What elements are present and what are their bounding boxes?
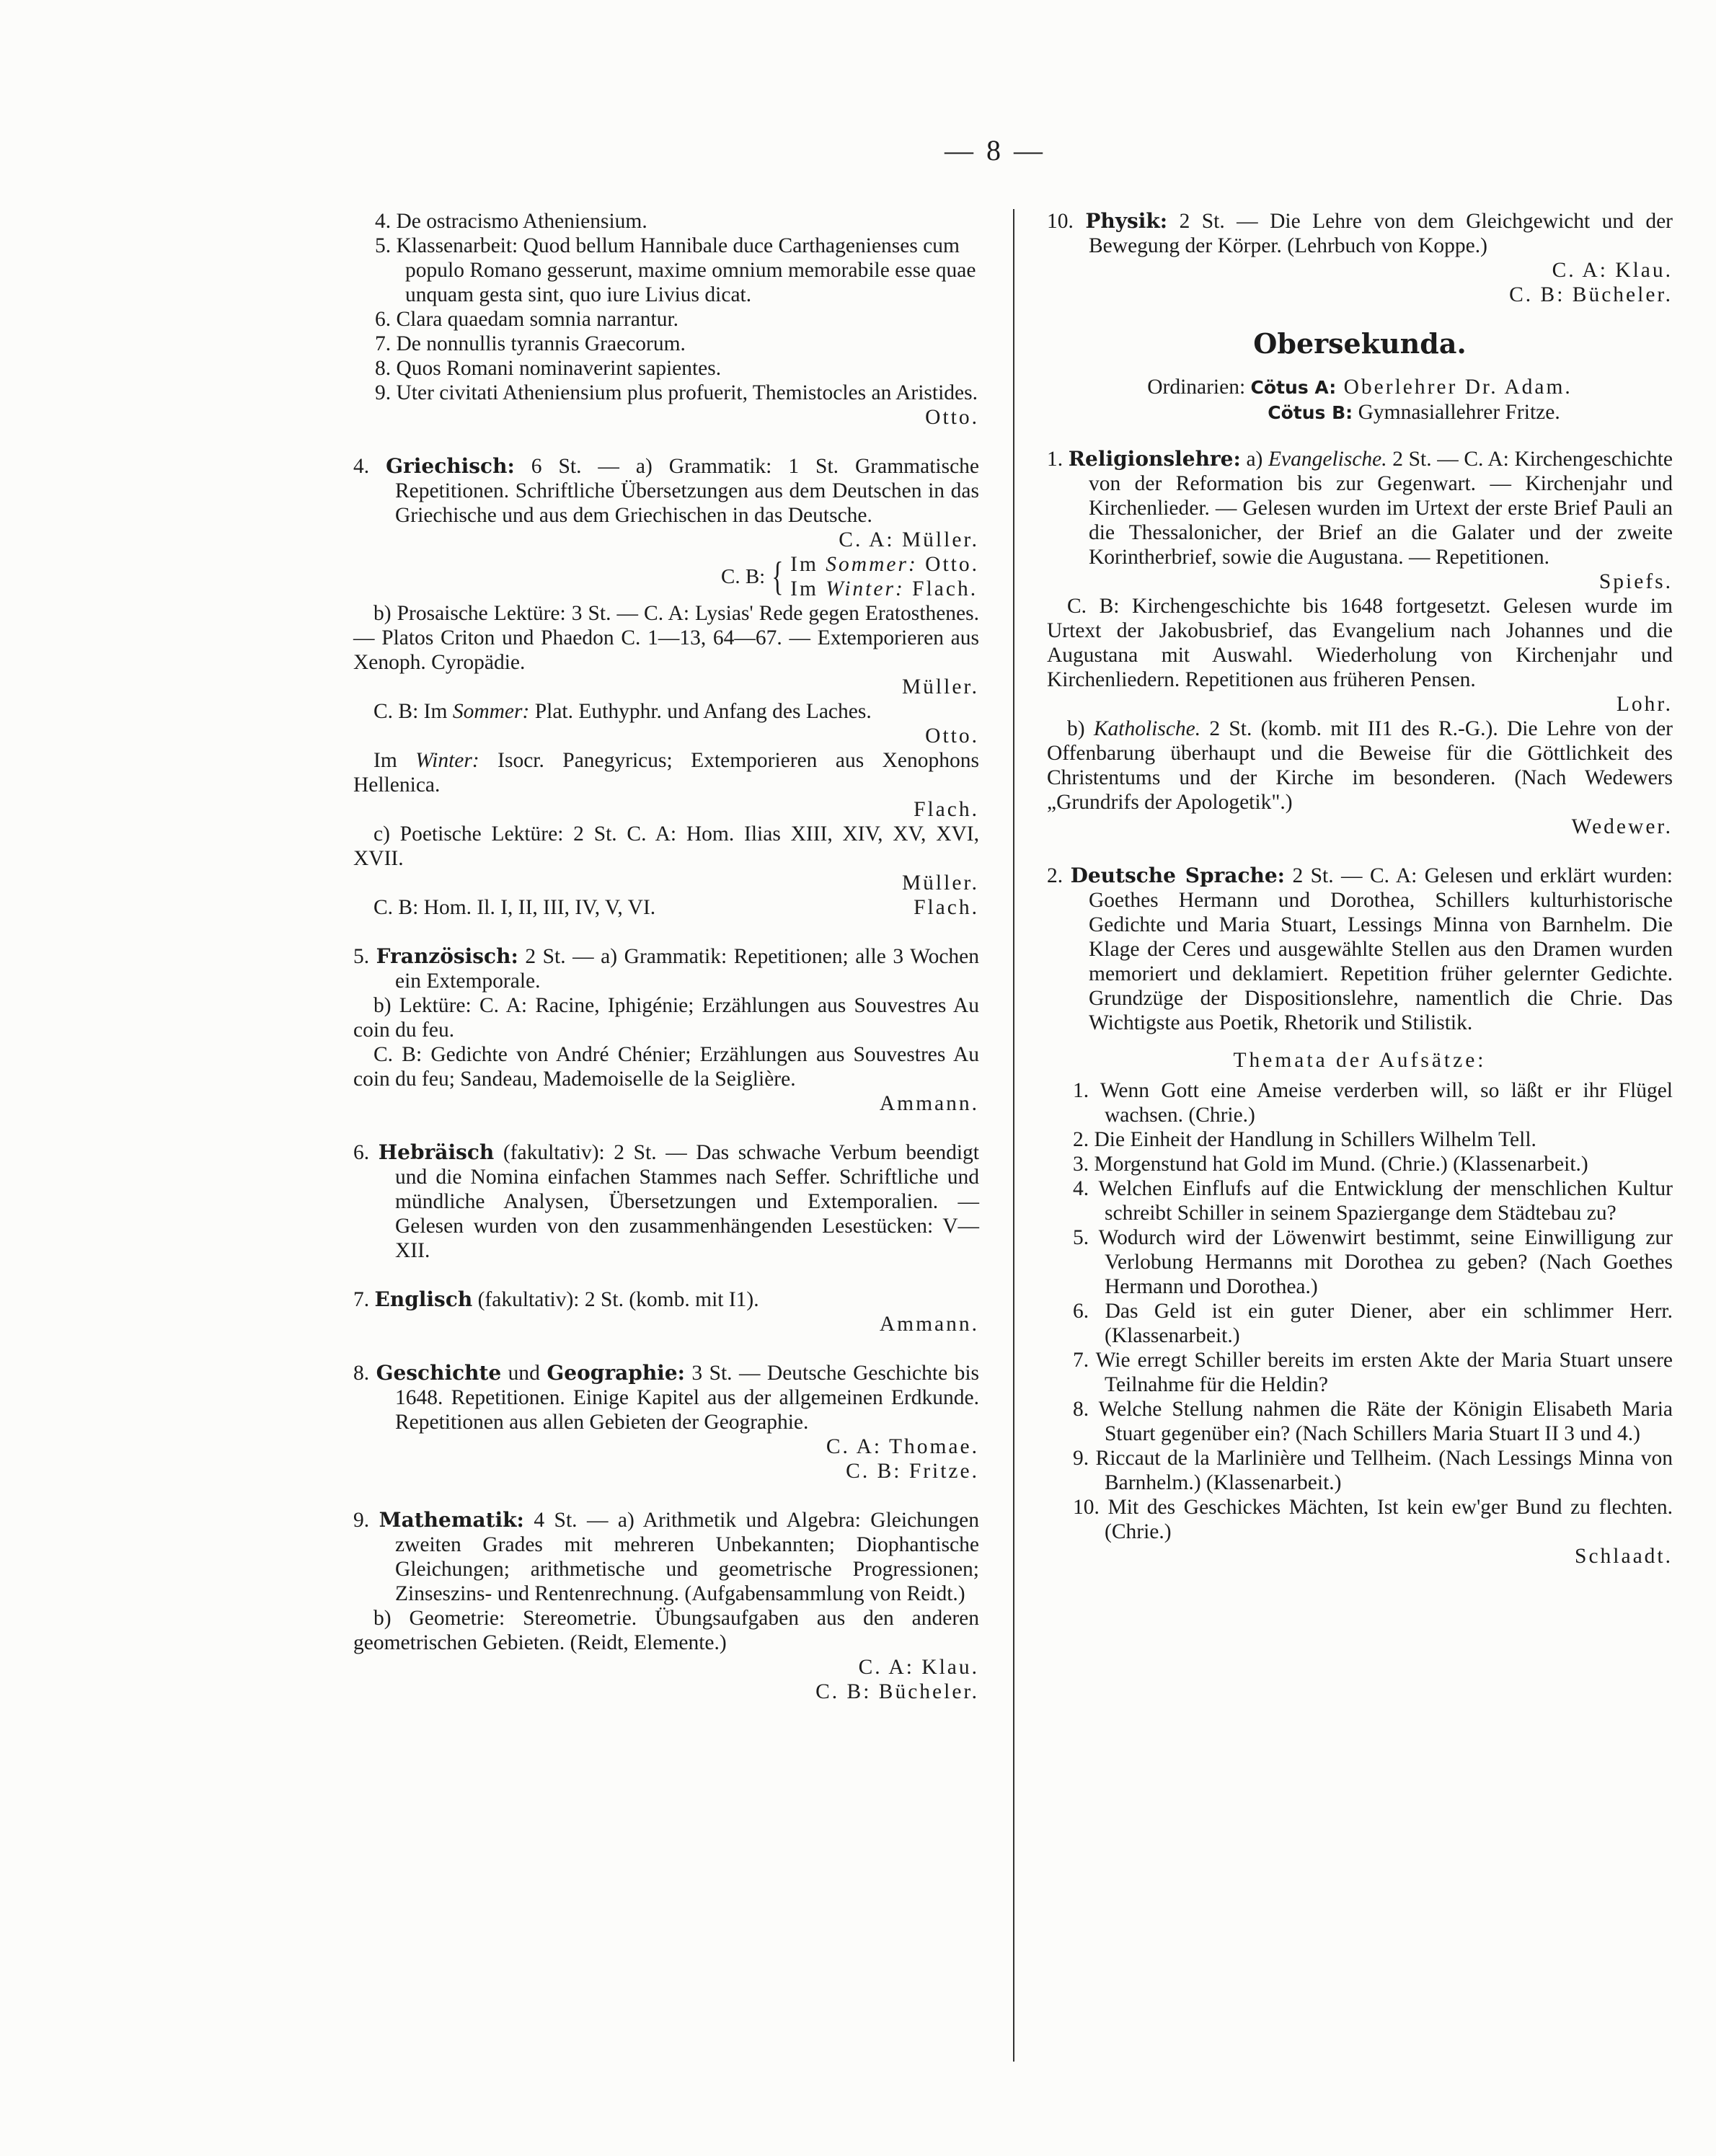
section-heading: Französisch: <box>376 944 518 968</box>
list-item: 8. Welche Stellung nahmen die Räte der Königin Elisabeth Maria Stuart gegenüber ein? (Nach Schillers Maria Stuart II 3 und 4.) <box>1073 1398 1673 1445</box>
section-hebraeisch: 6. Hebräisch (fakultativ): 2 St. — Das schwache Verbum beendigt und die Nomina einfachen Stammes nach Seffer. Schriftliche und mündliche Analysen, Übersetzungen und Extemporalien. — Gelesen wurden von den zusammenhängenden Lesestücken: V—XII. <box>353 1140 979 1262</box>
teacher-signature: Flach. <box>914 896 979 919</box>
section-heading: Mathematik: <box>379 1508 524 1532</box>
teacher-signature: C. B: Bücheler. <box>815 1680 979 1703</box>
teacher-signature: C. A: Klau. <box>1552 259 1673 282</box>
list-item: 10. Mit des Geschickes Mächten, Ist kein ew'ger Bund zu flechten. (Chrie.) <box>1073 1496 1673 1543</box>
class-heading: Obersekunda. <box>1253 327 1467 360</box>
section-mathematik: 9. Mathematik: 4 St. — a) Arithmetik und Algebra: Gleichungen zweiten Grades mit mehreren Unbekannten; Diophantische Gleichungen; arithmetische und geometrische Progressionen; Zinseszins- und Rentenrechnung. (Aufgabensammlung von Reidt.) b) Geometrie: Stereometrie. Übungsaufgaben aus den anderen geometrischen Gebieten. (Reidt, Elemente.) C. A: Klau. C. B: Bücheler. <box>353 1508 979 1703</box>
teacher-signature: C. B: Fritze. <box>846 1460 979 1483</box>
column-rule <box>1013 209 1014 2062</box>
section-griechisch: 4. Griechisch: 6 St. — a) Grammatik: 1 St. Grammatische Repetitionen. Schriftliche Übersetzungen aus dem Deutschen in das Griechische und aus dem Griechischen in das Deutsche. C. A: Müller. C. B: { Im Sommer: Otto. Im Winter: Flach. b) Prosaische Lektüre: 3 St. — C. A: Lysias' Rede gegen Eratosthenes. — Platos Criton und Phaedon C. 1—13, 64—67. — Extemporieren aus Xenoph. Cyropädie. Müller. C. B: Im Sommer: Plat. Euthyphr. und Anfang des Laches. Otto. Im Winter: Isocr. Panegyricus; Extemporieren aus Xenophons Hellenica. Flach. c) Poetische Lektüre: 2 St. C. A: Hom. Ilias XIII, XIV, XV, XVI, XVII. Müller. C. B: Hom. Il. I, II, III, IV, V, VI. Flach. <box>353 454 980 919</box>
list-item: 2. Die Einheit der Handlung in Schillers Wilhelm Tell. <box>1073 1128 1536 1151</box>
teacher-signature: Otto. <box>925 406 979 429</box>
ordinarien: Ordinarien: Cötus A: Oberlehrer Dr. Adam. Cötus B: Gymnasiallehrer Fritze. <box>1147 376 1573 424</box>
right-column <box>1047 209 1673 1569</box>
list-item: 5. Wodurch wird der Löwenwirt bestimmt, seine Einwilligung zur Verlobung Hermanns mit Dorothea zu geben? (Nach Goethes Hermann und Dorothea.) <box>1073 1226 1673 1298</box>
left-column <box>353 209 979 1729</box>
teacher-signature: C. B: Bücheler. <box>1509 283 1673 306</box>
teacher-signature: C. A: Müller. <box>839 528 979 551</box>
teacher-signature: Ammann. <box>879 1313 979 1336</box>
teacher-signature: C. A: Klau. <box>858 1656 979 1679</box>
list-item: 9. Riccaut de la Marlinière und Tellheim. (Nach Lessings Minna von Barnhelm.) (Klassenarbeit.) <box>1073 1447 1673 1494</box>
section-heading: Deutsche Sprache: <box>1070 864 1285 887</box>
list-item: 4. Welchen Einflufs auf die Entwicklung der menschlichen Kultur schreibt Schiller in seinem Spaziergange dem Städtebau zu? <box>1073 1177 1673 1225</box>
section-heading: Geschichte <box>376 1361 502 1385</box>
teacher-signature: Lohr. <box>1616 693 1673 716</box>
list-item: 9. Uter civitati Atheniensium plus profuerit, Themistocles an Aristides. <box>375 381 978 404</box>
list-item: 3. Morgenstund hat Gold im Mund. (Chrie.) (Klassenarbeit.) <box>1073 1153 1588 1176</box>
section-heading: Englisch <box>374 1287 473 1311</box>
section-deutsche-sprache: 2. Deutsche Sprache: 2 St. — C. A: Gelesen und erklärt wurden: Goethes Hermann und Dorothea, Schillers kulturhistorische Gedichte und Maria Stuart, Lessings Minna von Barnhelm. Die Klage der Ceres und ausgewählte Stellen aus den Dramen wurden memoriert und deklamiert. Repetition früher gelernter Gedichte. Grundzüge der Dispositionslehre, namentlich die Chrie. Das Wichtigste aus Poetik, Rhetorik und Stilistik. <box>1047 864 1673 1034</box>
section-heading: Religionslehre: <box>1068 447 1241 471</box>
list-item: 7. Wie erregt Schiller bereits im ersten Akte der Maria Stuart unsere Teilnahme für die Heldin? <box>1073 1349 1673 1396</box>
section-heading: Hebräisch <box>378 1140 495 1164</box>
teacher-signature: Ammann. <box>879 1092 979 1115</box>
themata-list <box>1047 1078 1673 1544</box>
list-item: 4. De ostracismo Atheniensium. <box>375 210 647 233</box>
teacher-signature: Müller. <box>901 871 979 895</box>
teacher-signature: C. A: Thomae. <box>826 1435 979 1458</box>
teacher-signature: Spiefs. <box>1598 570 1673 593</box>
list-item: 6. Clara quaedam somnia narrantur. <box>375 308 679 331</box>
list-item: 7. De nonnullis tyrannis Graecorum. <box>375 332 686 355</box>
list-item: 1. Wenn Gott eine Ameise verderben will, so läßt er ihr Flügel wachsen. (Chrie.) <box>1073 1079 1673 1127</box>
section-franzoesisch: 5. Französisch: 2 St. — a) Grammatik: Repetitionen; alle 3 Wochen ein Extemporale. b) Lektüre: C. A: Racine, Iphigénie; Erzählungen aus Souvestres Au coin du feu. C. B: Gedichte von André Chénier; Erzählungen aus Souvestres Au coin du feu; Sandeau, Mademoiselle de la Seiglière. Ammann. <box>353 944 980 1115</box>
themata-title: Themata der Aufsätze: <box>1233 1049 1487 1072</box>
teacher-signature: Flach. <box>914 798 979 821</box>
section-heading: Physik: <box>1085 209 1168 233</box>
page-number: — 8 — <box>945 134 1045 167</box>
latin-topics-list <box>353 209 979 405</box>
teacher-brace: C. B: { Im Sommer: Otto. Im Winter: Flach. <box>720 553 979 600</box>
list-item: 6. Das Geld ist ein guter Diener, aber ein schlimmer Herr. (Klassenarbeit.) <box>1073 1300 1673 1347</box>
section-heading: Griechisch: <box>386 454 515 478</box>
section-physik: 10. Physik: 2 St. — Die Lehre von dem Gleichgewicht und der Bewegung der Körper. (Lehrbuch von Koppe.) C. A: Klau. C. B: Bücheler. <box>1047 209 1673 306</box>
teacher-signature: Schlaadt. <box>1575 1545 1673 1568</box>
section-religionslehre: 1. Religionslehre: a) Evangelische. 2 St. — C. A: Kirchengeschichte von der Reformation bis zur Gegenwart. — Kirchenjahr und Kirchenlieder. — Gelesen wurden im Urtext der erste Brief Pauli an die Thessalonicher, der Brief an die Galater und der zweite Korintherbrief, sowie die Augustana. — Repetitionen. Spiefs. C. B: Kirchengeschichte bis 1648 fortgesetzt. Gelesen wurde im Urtext der Jakobusbrief, das Evangelium nach Johannes und die Augustana mit Auswahl. Wiederholung von Kirchenjahr und Kirchenliedern. Repetitionen aus früheren Pensen. Lohr. b) Katholische. 2 St. (komb. mit II1 des R.-G.). Die Lehre von der Offenbarung überhaupt und die Beweise für die Göttlichkeit des Christentums und der Kirche im besonderen. (Nach Wedewers „Grundrifs der Apologetik".) Wedewer. <box>1047 447 1673 838</box>
list-item: 5. Klassenarbeit: Quod bellum Hannibale duce Carthagenienses cum populo Romano gesserunt, maxime omnium memorabile esse quae unquam gesta sint, quo iure Livius dicat. <box>375 234 976 306</box>
section-englisch: 7. Englisch (fakultativ): 2 St. (komb. mit I1). Ammann. <box>353 1287 979 1336</box>
list-item: 8. Quos Romani nominaverint sapientes. <box>375 357 722 380</box>
teacher-signature: Wedewer. <box>1571 815 1673 838</box>
teacher-signature: Müller. <box>901 675 979 698</box>
teacher-signature: Otto. <box>925 724 979 747</box>
section-geschichte: 8. Geschichte und Geographie: 3 St. — Deutsche Geschichte bis 1648. Repetitionen. Einige Kapitel aus der allgemeinen Erdkunde. Repetitionen aus allen Gebieten der Geographie. C. A: Thomae. C. B: Fritze. <box>353 1361 980 1483</box>
